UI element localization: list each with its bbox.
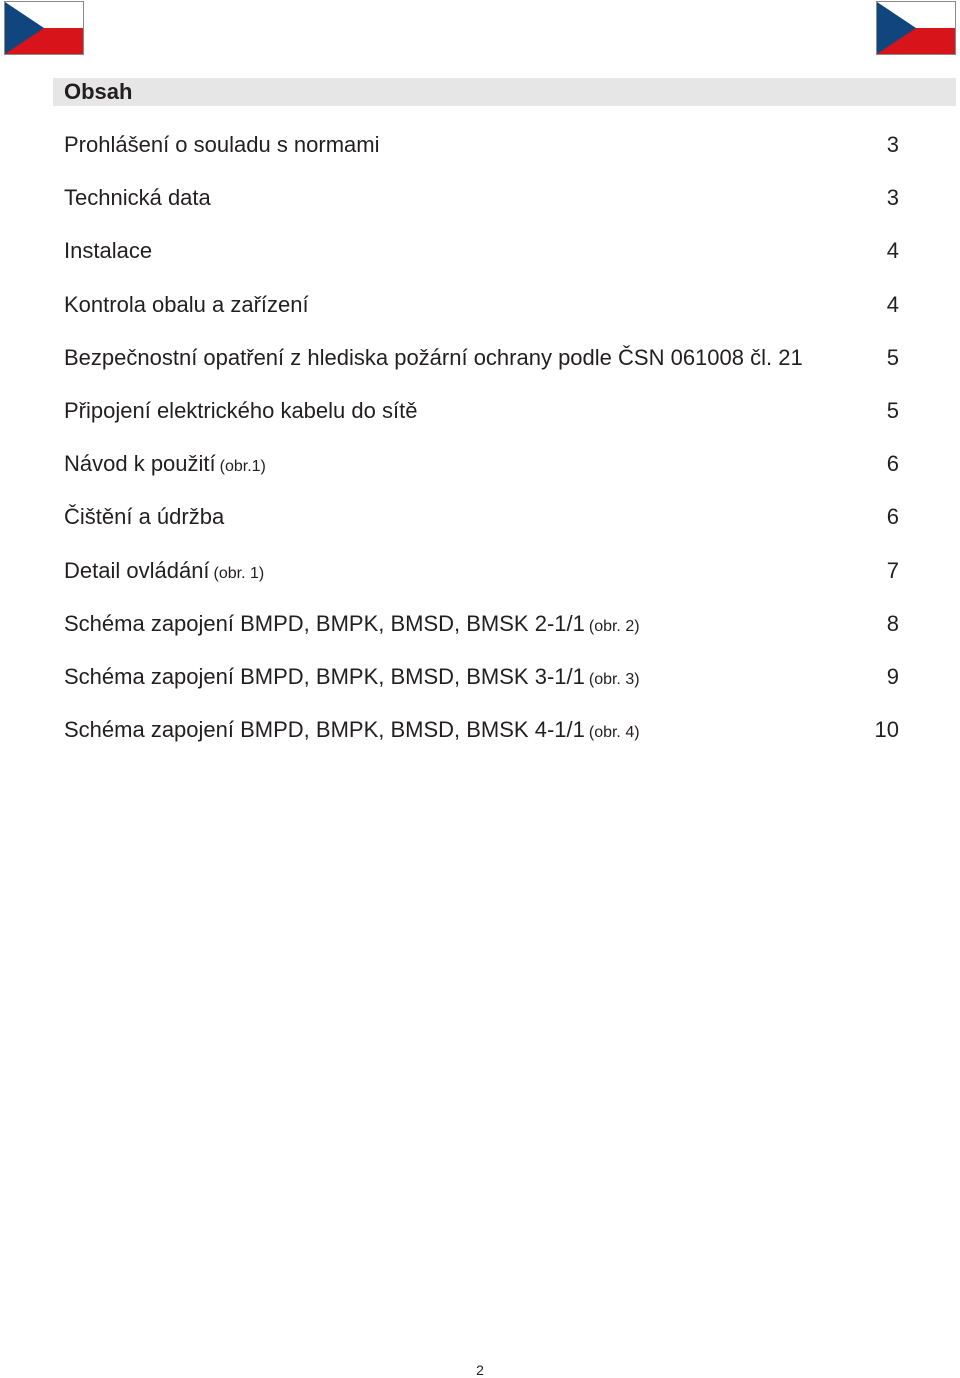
toc-entry-figure-ref: (obr. 3): [588, 670, 640, 688]
toc-entry-page-number: 9: [886, 663, 899, 689]
toc-entry-title-line: [64, 343, 803, 373]
toc-entry-page-number: 8: [886, 610, 899, 636]
toc-entry-title: Bezpečnostní opatření z hlediska požární ochrany podle ČSN 061008 čl. 21: [64, 344, 803, 370]
toc-entry: [64, 183, 899, 236]
toc-entry: [64, 236, 899, 289]
toc-entry-title: Detail ovládání: [64, 557, 210, 583]
toc-entry-title-line: [64, 502, 224, 532]
toc-entry: [64, 715, 899, 768]
toc-entry: [64, 130, 899, 183]
toc-entry-figure-ref: (obr. 2): [588, 617, 640, 635]
toc-entry-page-number: 3: [886, 132, 899, 157]
toc-entry-title-line: [64, 556, 264, 589]
toc-entry: [64, 396, 899, 449]
toc-entry-title: Kontrola obalu a zařízení: [64, 291, 309, 317]
toc-entry: [64, 449, 899, 502]
toc-entry-page-number: 5: [886, 344, 899, 370]
section-header: [53, 78, 956, 106]
toc-entry: [64, 609, 899, 662]
toc-entry-title-line: [64, 236, 152, 266]
toc-entry-title: Schéma zapojení BMPD, BMPK, BMSD, BMSK 2-1/1: [64, 610, 585, 636]
page-number: 2: [476, 1362, 484, 1378]
toc-entry-page-number: 4: [886, 291, 899, 317]
toc-entry-title: Instalace: [64, 238, 153, 264]
toc-entry-figure-ref: (obr. 1): [213, 564, 265, 582]
toc-entry-title-line: [64, 130, 380, 160]
toc-entry-title: Připojení elektrického kabelu do sítě: [64, 397, 418, 423]
toc-entry-page-number: 4: [886, 238, 899, 264]
toc-entry-title: Technická data: [64, 185, 211, 211]
table-of-contents: [64, 130, 899, 768]
toc-entry-page-number: 7: [886, 557, 899, 583]
toc-entry-title: Schéma zapojení BMPD, BMPK, BMSD, BMSK 3-1/1: [64, 663, 585, 689]
toc-entry-page-number: 3: [886, 185, 899, 211]
toc-entry-page-number: 6: [886, 504, 899, 530]
toc-entry-title-line: [64, 662, 640, 695]
toc-entry-title-line: [64, 290, 309, 320]
toc-entry-title-line: [64, 609, 640, 642]
toc-entry-title: Prohlášení o souladu s normami: [64, 132, 380, 157]
toc-entry-title: Návod k použití: [64, 451, 216, 477]
toc-entry-title-line: [64, 183, 211, 213]
toc-entry-title: Schéma zapojení BMPD, BMPK, BMSD, BMSK 4-1/1: [64, 717, 585, 743]
toc-entry: [64, 290, 899, 343]
toc-entry-title: Čištění a údržba: [64, 504, 225, 530]
toc-entry-page-number: 6: [886, 451, 899, 477]
toc-entry-title-line: [64, 715, 640, 748]
toc-entry-title-line: [64, 449, 266, 482]
toc-entry-title-line: [64, 396, 417, 426]
toc-entry: [64, 662, 899, 715]
page-title: Obsah: [64, 79, 133, 104]
toc-entry: [64, 556, 899, 609]
toc-entry-figure-ref: (obr.1): [219, 458, 266, 476]
czech-flag-icon: [4, 1, 84, 55]
czech-flag-icon: [876, 1, 956, 55]
toc-entry-page-number: 10: [874, 717, 899, 743]
toc-entry-page-number: 5: [886, 397, 899, 423]
toc-entry: [64, 343, 899, 396]
toc-entry-figure-ref: (obr. 4): [588, 724, 640, 742]
toc-entry: [64, 502, 899, 555]
